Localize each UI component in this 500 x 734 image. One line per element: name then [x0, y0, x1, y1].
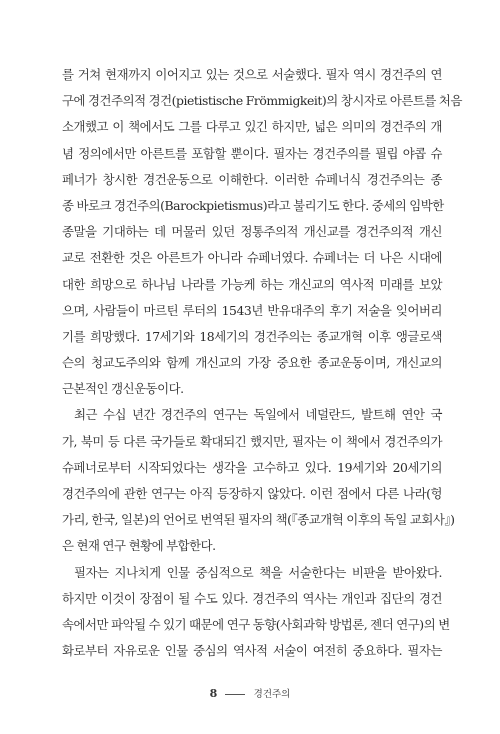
text-line: 구에 경건주의적 경건(pietistische Frömmigkeit)의 창시자로 아른트를 처음 — [62, 93, 462, 109]
text-line: 종 바로크 경건주의(Barockpietismus)라고 불리기도 한다. 중세의 임박한 — [62, 197, 444, 213]
text-line: 근본적인 갱신운동이다. — [62, 381, 184, 397]
footer-divider — [225, 694, 245, 695]
text-line: 하지만 이것이 장점이 될 수도 있다. 경건주의 역사는 개인과 집단의 경건 — [62, 590, 442, 606]
text-line: 속에서만 파악될 수 있기 때문에 연구 동향(사회과학 방법론, 젠더 연구)의 변 — [62, 616, 450, 632]
text-line: 념 정의에서만 아른트를 포함할 뿐이다. 필자는 경건주의를 필립 야콥 슈 — [62, 145, 442, 161]
text-line: 가, 북미 등 다른 국가들로 확대되긴 했지만, 필자는 이 책에서 경건주의가 — [62, 433, 442, 449]
text-line: 화로부터 자유로운 인물 중심의 역사적 서술이 여전히 중요하다. 필자는 — [62, 643, 442, 659]
text-line: 은 현재 연구 현황에 부합한다. — [62, 538, 216, 554]
text-line: 가리, 한국, 일본)의 언어로 번역된 필자의 책(『종교개혁 이후의 독일 교회사』) — [62, 512, 455, 528]
text-line: 경건주의에 관한 연구는 아직 등장하지 않았다. 이런 점에서 다른 나라(헝 — [62, 486, 442, 501]
text-line: 대한 희망으로 하나님 나라를 가능케 하는 개신교의 역사적 미래를 보았 — [62, 276, 442, 292]
text-line: 으며, 사람들이 마르틴 루터의 1543년 반유대주의 후기 저술을 잊어버리 — [62, 302, 442, 318]
page-number: 8 — [209, 687, 218, 700]
text-line: 슈페너로부터 시작되었다는 생각을 고수하고 있다. 19세기와 20세기의 — [62, 459, 442, 475]
text-line: 를 거쳐 현재까지 이어지고 있는 것으로 서술했다. 필자 역시 경건주의 연 — [62, 67, 442, 82]
body-text — [62, 62, 462, 664]
text-line: 필자는 지나치게 인물 중심적으로 책을 서술한다는 비판을 받아왔다. — [74, 564, 442, 580]
text-line: 종말을 기대하는 데 머물러 있던 정통주의적 개신교를 경건주의적 개신 — [62, 224, 442, 240]
text-line: 최근 수십 년간 경건주의 연구는 독일에서 네덜란드, 발트해 연안 국 — [74, 407, 442, 423]
running-title: 경건주의 — [253, 689, 291, 700]
text-line: 소개했고 이 책에서도 그를 다루고 있긴 하지만, 넓은 의미의 경건주의 개 — [62, 119, 442, 135]
text-line: 페너가 창시한 경건운동으로 이해한다. 이러한 슈페너식 경건주의는 종 — [62, 171, 442, 187]
text-line: 슨의 청교도주의와 함께 개신교의 가장 중요한 종교운동이며, 개신교의 — [62, 355, 442, 371]
text-line: 기를 희망했다. 17세기와 18세기의 경건주의는 종교개혁 이후 앵글로색 — [62, 328, 442, 344]
text-line: 교로 전환한 것은 아른트가 아니라 슈페너였다. 슈페너는 더 나은 시대에 — [62, 250, 442, 266]
page-footer — [0, 687, 500, 702]
